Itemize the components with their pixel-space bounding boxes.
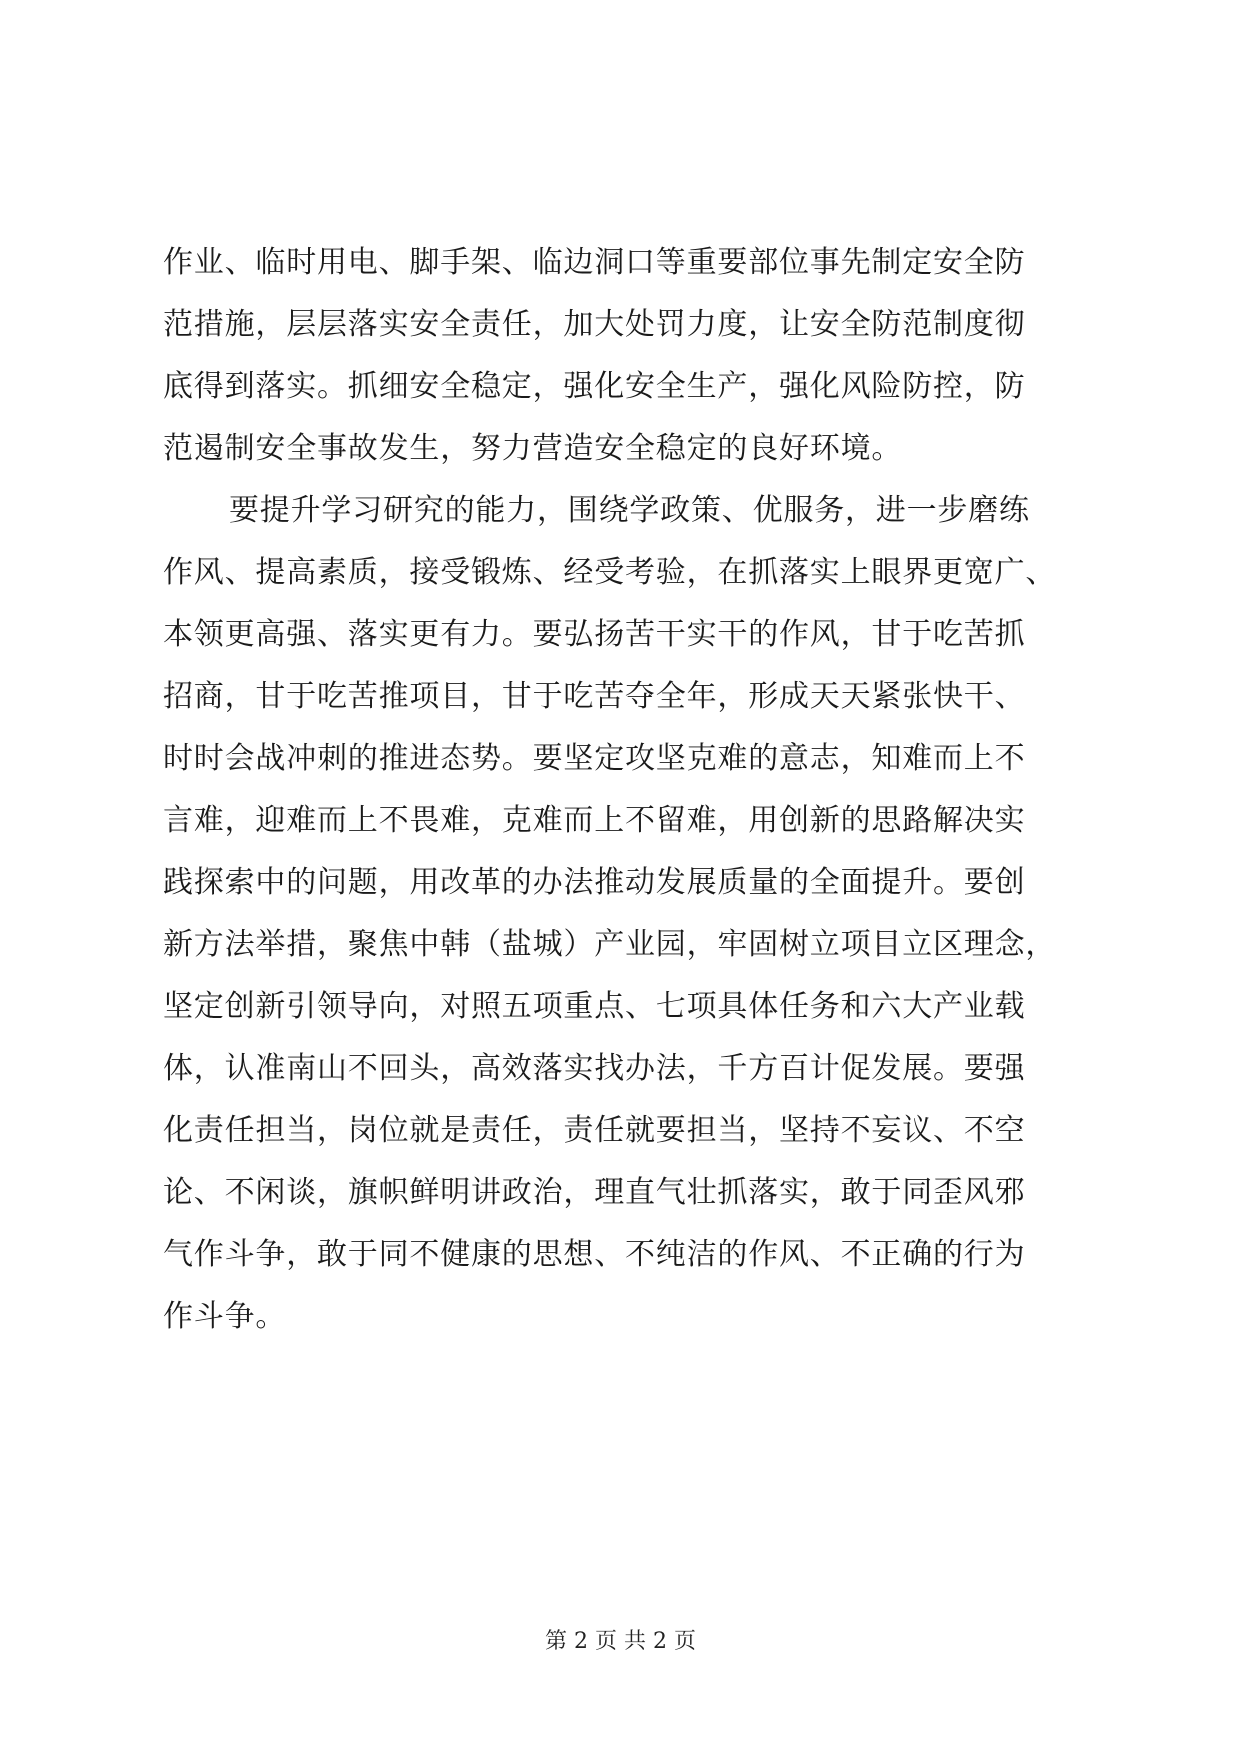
text-line: 气作斗争，敢于同不健康的思想、不纯洁的作风、不正确的行为 (163, 1237, 1026, 1272)
text-line: 底得到落实。抓细安全稳定，强化安全生产，强化风险防控，防 (163, 369, 1026, 404)
text-line: 作斗争。 (163, 1299, 287, 1334)
text-line: 践探索中的问题，用改革的办法推动发展质量的全面提升。要创 (163, 865, 1026, 900)
text-line: 范措施，层层落实安全责任，加大处罚力度，让安全防范制度彻 (163, 307, 1026, 342)
text-line: 新方法举措，聚焦中韩（盐城）产业园，牢固树立项目立区理念， (163, 927, 1057, 962)
text-line: 范遏制安全事故发生，努力营造安全稳定的良好环境。 (163, 431, 903, 466)
page-footer (0, 1628, 1241, 1656)
text-line: 论、不闲谈，旗帜鲜明讲政治，理直气壮抓落实，敢于同歪风邪 (163, 1175, 1026, 1210)
text-line: 言难，迎难而上不畏难，克难而上不留难，用创新的思路解决实 (163, 803, 1026, 838)
paragraph-first-line: 要提升学习研究的能力，围绕学政策、优服务，进一步磨练 (229, 493, 1030, 528)
text-line: 本领更高强、落实更有力。要弘扬苦干实干的作风，甘于吃苦抓 (163, 617, 1026, 652)
text-line: 作业、临时用电、脚手架、临边洞口等重要部位事先制定安全防 (163, 245, 1026, 280)
page-number-label: 第 2 页 共 2 页 (545, 1629, 696, 1654)
text-line: 时时会战冲刺的推进态势。要坚定攻坚克难的意志，知难而上不 (163, 741, 1026, 776)
text-line: 招商，甘于吃苦推项目，甘于吃苦夺全年，形成天天紧张快干、 (163, 679, 1026, 714)
body-text (163, 232, 1083, 1348)
text-line: 作风、提高素质，接受锻炼、经受考验，在抓落实上眼界更宽广、 (163, 555, 1057, 590)
text-line: 化责任担当，岗位就是责任，责任就要担当，坚持不妄议、不空 (163, 1113, 1026, 1148)
text-line: 坚定创新引领导向，对照五项重点、七项具体任务和六大产业载 (163, 989, 1026, 1024)
text-line: 体，认准南山不回头，高效落实找办法，千方百计促发展。要强 (163, 1051, 1026, 1086)
